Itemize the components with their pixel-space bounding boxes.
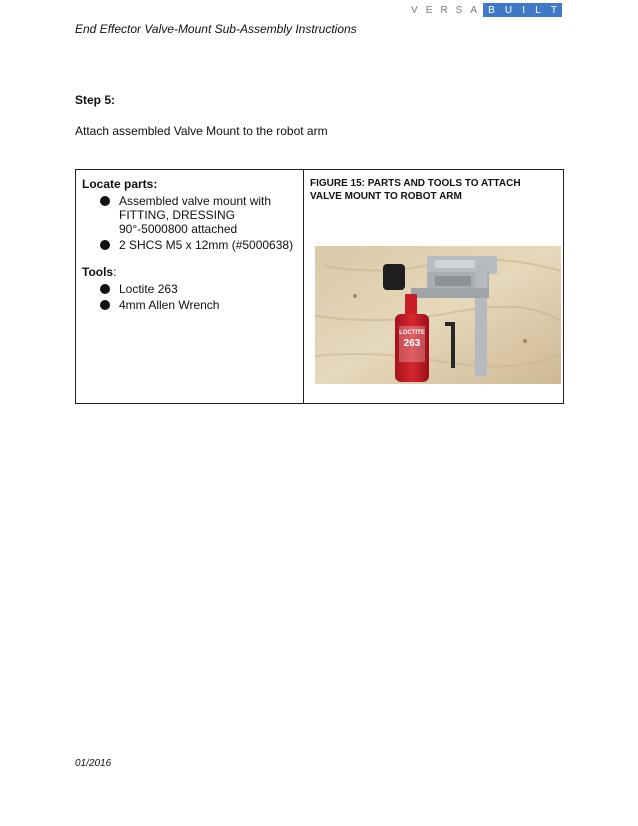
logo-letter: A (470, 4, 477, 16)
logo-built-part (483, 3, 562, 17)
logo-letter: E (425, 4, 433, 16)
tools-label: Tools (82, 265, 114, 279)
step-heading: Step 5: (75, 93, 116, 107)
footer-date: 01/2016 (75, 758, 112, 769)
logo-letter: U (504, 4, 513, 16)
logo-letter: L (535, 4, 541, 16)
black-fitting (383, 264, 405, 290)
bottle-product-text: 263 (403, 338, 421, 349)
logo-letter: I (522, 4, 525, 16)
parts-column (76, 170, 304, 403)
parts-tools-table (75, 169, 564, 404)
logo-letter: S (455, 4, 463, 16)
logo-letter: T (550, 4, 557, 16)
parts-photo (315, 246, 561, 384)
figure-caption: FIGURE 15: PARTS AND TOOLS TO ATTACH VALVE MOUNT TO ROBOT ARM (310, 178, 521, 202)
tool-item: 4mm Allen Wrench (82, 298, 297, 312)
logo-versa-part (405, 3, 483, 17)
step-description: Attach assembled Valve Mount to the robot arm (75, 124, 328, 138)
logo-letter: B (488, 4, 495, 16)
part-item: 2 SHCS M5 x 12mm (#5000638) (82, 238, 297, 252)
logo-letter: R (440, 4, 448, 16)
parts-list (82, 194, 297, 252)
logo-letter: V (411, 4, 418, 16)
parts-photo-illustration (315, 246, 561, 384)
locate-parts-label: Locate parts: (82, 177, 158, 191)
tool-item: Loctite 263 (82, 282, 297, 296)
figure-column (304, 170, 563, 403)
tools-list (82, 282, 297, 312)
part-item: Assembled valve mount with FITTING, DRESSING 90°-5000800 attached (82, 194, 297, 236)
versabuilt-logo (405, 3, 562, 17)
tools-colon: : (113, 265, 117, 279)
document-title: End Effector Valve-Mount Sub-Assembly Instructions (75, 22, 357, 36)
tools-label-line (82, 265, 297, 279)
bottle-brand-text: LOCTITE (399, 330, 425, 336)
